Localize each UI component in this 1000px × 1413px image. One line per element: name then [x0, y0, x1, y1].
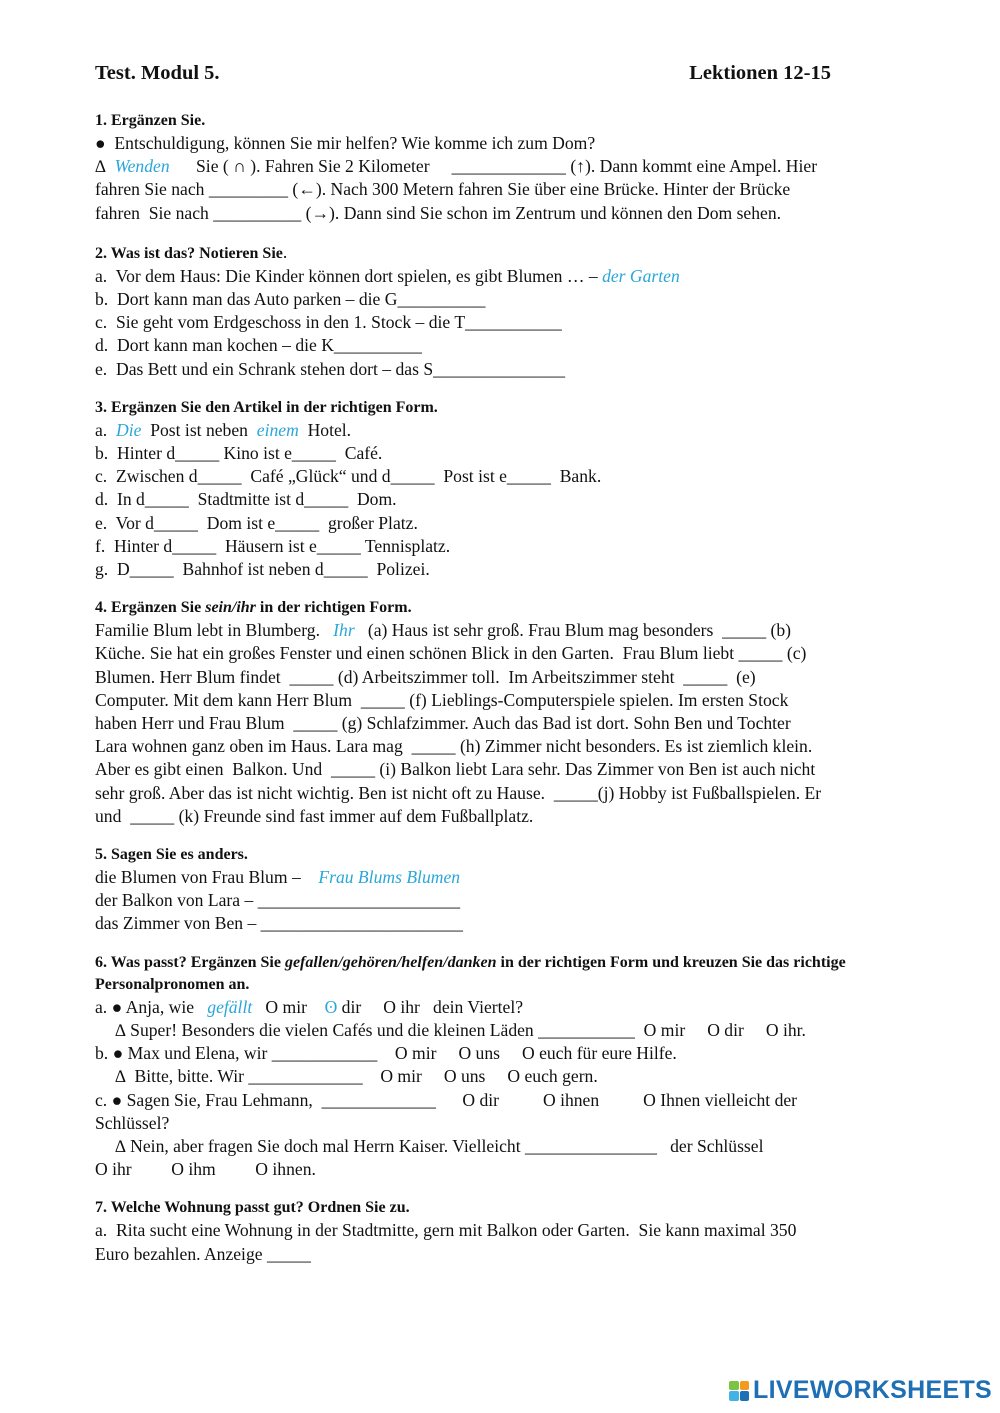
section-2 [95, 241, 935, 381]
paragraph-line[interactable]: Aber es gibt einen Balkon. Und _____ (i) Balkon liebt Lara sehr. Das Zimmer von Ben ist auch nicht [95, 759, 816, 780]
liveworksheets-logo-icon [729, 1381, 749, 1401]
item-label: a. [95, 419, 117, 440]
exercise-item-text: O mir [252, 996, 325, 1017]
paragraph-line[interactable]: Computer. Mit dem kann Herr Blum _____ (f) Lieblings-Computerspiele spielen. Im ersten Stock [95, 689, 789, 710]
section-4-heading-words: sein/ihr [205, 599, 256, 617]
exercise-item[interactable]: b. Hinter d_____ Kino ist e_____ Café. [95, 443, 383, 464]
exercise-item[interactable]: Euro bezahlen. Anzeige _____ [95, 1243, 311, 1264]
section-6-heading [95, 952, 935, 996]
exercise-item[interactable]: d. In d_____ Stadtmitte ist d_____ Dom. [95, 489, 397, 510]
section-5-heading: 5. Sagen Sie es anders. [95, 846, 248, 864]
paragraph-line[interactable]: haben Herr und Frau Blum _____ (g) Schlafzimmer. Auch das Bad ist dort. Sohn Ben und Tochter [95, 713, 791, 734]
answer-example: gefällt [207, 996, 253, 1017]
exercise-item[interactable]: g. D_____ Bahnhof ist neben d_____ Polizei. [95, 559, 430, 580]
section-4-heading-text: 4. Ergänzen Sie [95, 599, 206, 617]
section-5 [95, 844, 935, 936]
exercise-item [95, 996, 935, 1019]
exercise-item[interactable]: ∆ Super! Besonders die vielen Cafés und die kleinen Läden ___________ O mir O dir O ihr. [115, 1019, 806, 1040]
paragraph-text: (a) Haus ist sehr groß. Frau Blum mag besonders _____ (b) [354, 620, 792, 641]
section-7 [95, 1197, 935, 1265]
liveworksheets-logo-text: LIVEWORKSHEETS [753, 1376, 992, 1404]
answer-example: Die [116, 419, 142, 440]
paragraph-line[interactable] [95, 619, 935, 642]
answer-example: Wenden [114, 156, 170, 177]
exercise-item-text: a. Vor dem Haus: Die Kinder können dort spielen, es gibt Blumen … – [95, 265, 603, 286]
worksheet [95, 58, 935, 1266]
exercise-item[interactable]: c. Sie geht vom Erdgeschoss in den 1. Stock – die T___________ [95, 312, 562, 333]
exercise-item[interactable]: c. Zwischen d_____ Café „Glück“ und d_____ Post ist e_____ Bank. [95, 466, 602, 487]
exercise-item[interactable]: c. ● Sagen Sie, Frau Lehmann, _____________ O dir O ihnen O Ihnen vielleicht der [95, 1089, 798, 1110]
exercise-item[interactable]: b. ● Max und Elena, wir ____________ O mir O uns O euch für eure Hilfe. [95, 1043, 677, 1064]
exercise-item[interactable]: e. Das Bett und ein Schrank stehen dort – das S_______________ [95, 358, 566, 379]
worksheet-lessons: Lektionen 12-15 [689, 62, 831, 84]
section-4-heading-text: in der richtigen Form. [255, 599, 412, 617]
delta-marker: ∆ [95, 156, 115, 177]
section-4-heading [95, 597, 935, 619]
paragraph-line[interactable]: sehr groß. Aber das ist nicht wichtig. Ben ist nicht oft zu Hause. _____(j) Hobby ist Fußballspielen. Er [95, 782, 822, 803]
exercise-item[interactable]: ∆ Bitte, bitte. Wir _____________ O mir O uns O euch gern. [115, 1066, 598, 1087]
paragraph-text: Familie Blum lebt in Blumberg. [95, 620, 334, 641]
section-1-text: Sie ( ∩ ). Fahren Sie 2 Kilometer _____________ (↑). Dann kommt eine Ampel. Hier [169, 156, 818, 177]
section-1-line: fahren Sie nach __________ (→). Dann sind Sie schon im Zentrum und können den Dom sehen. [95, 202, 782, 223]
section-7-heading: 7. Welche Wohnung passt gut? Ordnen Sie zu. [95, 1199, 410, 1217]
section-3 [95, 397, 935, 581]
exercise-item[interactable]: O ihr O ihm O ihnen. [95, 1159, 316, 1180]
section-2-heading [95, 241, 935, 265]
paragraph-line[interactable]: und _____ (k) Freunde sind fast immer auf dem Fußballplatz. [95, 805, 534, 826]
worksheet-header [95, 58, 831, 88]
liveworksheets-logo [729, 1376, 992, 1405]
exercise-item-text: Hotel. [298, 419, 352, 440]
section-6 [95, 952, 935, 1182]
exercise-item[interactable]: d. Dort kann man kochen – die K__________ [95, 335, 422, 356]
answer-example: Frau Blums Blumen [318, 867, 461, 888]
section-1-heading: 1. Ergänzen Sie. [95, 112, 206, 129]
exercise-item[interactable]: f. Hinter d_____ Häusern ist e_____ Tennisplatz. [95, 535, 451, 556]
heading-period: . [282, 241, 288, 262]
section-1-line: ● Entschuldigung, können Sie mir helfen? Wie komme ich zum Dom? [95, 133, 596, 153]
checked-option-icon: ʘ [324, 996, 338, 1017]
exercise-item [95, 419, 935, 442]
paragraph-line[interactable]: Lara wohnen ganz oben im Haus. Lara mag _____ (h) Zimmer nicht besonders. Es ist ziemlich klein. [95, 736, 813, 757]
section-4 [95, 597, 935, 828]
exercise-item-text: a. ● Anja, wie [95, 996, 208, 1017]
exercise-item-text: Post ist neben [141, 419, 257, 440]
section-6-heading-text: 6. Was passt? Ergänzen Sie [95, 953, 285, 971]
exercise-item: a. Rita sucht eine Wohnung in der Stadtmitte, gern mit Balkon oder Garten. Sie kann maximal 350 [95, 1220, 797, 1241]
paragraph-line[interactable]: Blumen. Herr Blum findet _____ (d) Arbeitszimmer toll. Im Arbeitszimmer steht _____ (e) [95, 666, 756, 687]
section-2-heading-text: 2. Was ist das? Notieren Sie [95, 244, 283, 262]
section-1 [95, 110, 935, 225]
exercise-item[interactable]: b. Dort kann man das Auto parken – die G__________ [95, 289, 486, 310]
exercise-item [95, 265, 935, 288]
section-6-heading-words: gefallen/gehören/helfen/danken [284, 953, 497, 971]
exercise-item-text: dir O ihr dein Viertel? [337, 996, 524, 1017]
exercise-item: Schlüssel? [95, 1112, 170, 1133]
paragraph-line[interactable]: Küche. Sie hat ein großes Fenster und einen schönen Blick in den Garten. Frau Blum liebt _____ (c) [95, 643, 807, 664]
exercise-item[interactable]: ∆ Nein, aber fragen Sie doch mal Herrn Kaiser. Vielleicht _______________ der Schlüssel [115, 1135, 764, 1156]
section-6-heading-text: in der richtigen Form und kreuzen Sie das richtige Personalpronomen an. [95, 953, 846, 993]
section-1-line: fahren Sie nach _________ (←). Nach 300 Metern fahren Sie über eine Brücke. Hinter der Brücke [95, 179, 791, 200]
worksheet-title: Test. Modul 5. [95, 62, 220, 84]
exercise-item [95, 866, 935, 889]
answer-example: der Garten [602, 265, 680, 286]
exercise-item[interactable]: der Balkon von Lara – _______________________ [95, 890, 461, 911]
exercise-item-text: die Blumen von Frau Blum – [95, 867, 319, 888]
section-3-heading: 3. Ergänzen Sie den Artikel in der richtigen Form. [95, 398, 438, 416]
exercise-item[interactable]: das Zimmer von Ben – _______________________ [95, 913, 463, 934]
exercise-item[interactable]: e. Vor d_____ Dom ist e_____ großer Platz. [95, 512, 418, 533]
section-1-line [95, 155, 935, 178]
answer-example: einem [256, 419, 299, 440]
answer-example: Ihr [333, 620, 355, 641]
